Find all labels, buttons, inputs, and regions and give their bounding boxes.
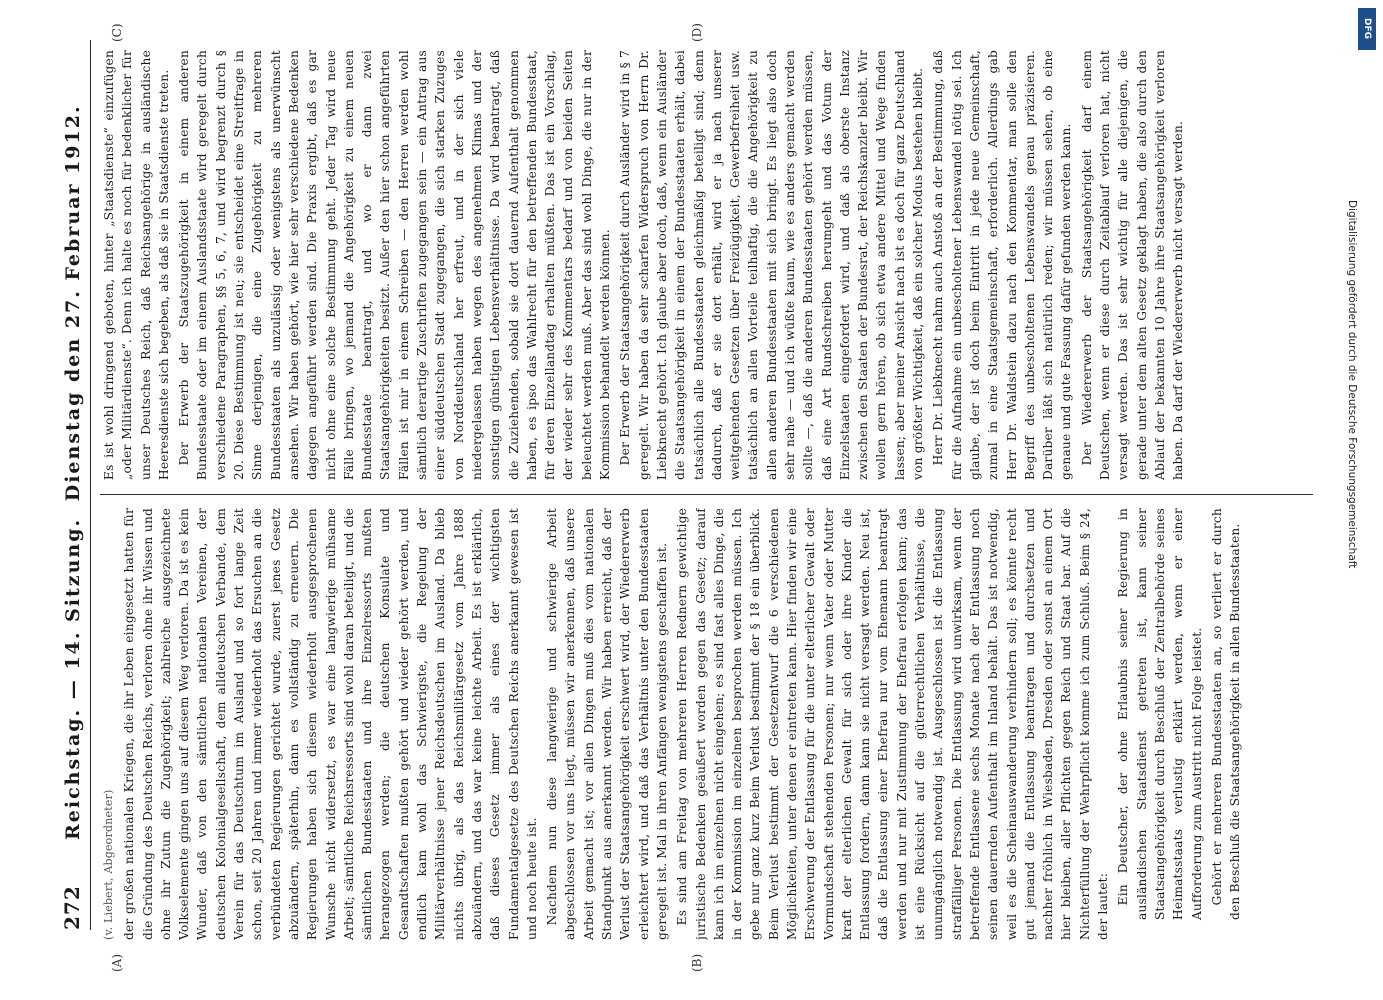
digitization-credit: Digitalisierung gefördert durch die Deutsche Forschungsgemeinschaft	[1346, 200, 1358, 569]
session-title: Reichstag. — 14. Sitzung.	[62, 517, 84, 840]
speaker-note: (v. Liebert, Abgeordneter)	[102, 789, 115, 940]
paragraph: Der Erwerb der Staatsangehörigkeit durch Ausländer wird in § 7 geregelt. Wir haben da sehr scharfen Widerspruch von Herrn Dr. Liebknecht gehört. Ich glaube aber doch, daß, wenn ein Ausländer die Staatsangehörigkeit in einem der Bundesstaaten erhält, dabei tatsächlich alle Bundesstaaten gleichmäßig beteiligt sind; denn dadurch, daß er sie dort erhält, wird er ja nach unserer weitgehenden Gesetzen über Freizügigkeit, Gewerbefreiheit usw. tatsächlich an allen Vorteile teilhaftig, die die Angehörigkeit zu allen anderen Bundesstaaten mit sich bringt. Es liegt also doch sehr nahe — und ich wüßte kaum, wie es anders gemacht werden sollte —, daß die anderen Bundesstaaten gehört werden müssen, daß eine Art Rundschreiben herumgeht und das Votum der Einzelstaaten eingefordert wird, und daß als oberste Instanz zwischen den Staaten der Bundesrat, der Reichskanzler bleibt. Wir wollen gern hören, ob sich etwa andere Mittel und Wege finden lassen; aber meiner Ansicht nach ist es doch für ganz Deutschland von größter Wichtigkeit, daß ein solcher Modus bestehen bleibt.	[618, 50, 926, 480]
paragraph: Nachdem nun diese langwierige und schwierige Arbeit abgeschlossen vor uns liegt, müssen wir anerkennen, daß unsere Arbeit gemacht ist; vor allen Dingen muß dies vom nationalen Standpunkt aus anerkannt werden. Wir haben erreicht, daß der Verlust der Staatsangehörigkeit erschwert wird, der Wiedererwerb erleichtert wird, und daß das Verhältnis unter den Bundesstaaten geregelt ist. Mal in ihren Anfängen wenigstens geschaffen ist.	[545, 508, 669, 940]
running-title	[62, 40, 84, 840]
left-column	[100, 508, 1313, 940]
paragraph: Der Wiedererwerb der Staatsangehörigkeit darf einem Deutschen, wenn er diese durch Zeitablauf verloren hat, nicht versagt werden. Das ist sehr wichtig für alle diejenigen, die gerade unter dem alten Gesetz geklagt haben, die also durch den Ablauf der bekannten 10 Jahre ihre Staatsangehörigkeit verloren haben. Da darf der Wiedererwerb nicht versagt werden.	[1079, 50, 1186, 480]
margin-mark-c: (C)	[110, 23, 124, 42]
running-head	[50, 40, 91, 930]
paragraph: Der Erwerb der Staatszugehörigkeit in einem anderen Bundesstaate oder im einem Auslandsstaate wird geregelt durch verschiedene Paragraphen, §§ 5, 6, 7, und wird begrenzt durch § 20. Diese Bestimmung ist neu; sie entscheidet eine Streitfrage in Sinne derjenigen, die eine Zugehörigkeit zu mehreren Bundesstaaten als unzulässig oder wenigstens als unerwünscht ansehen. Wir haben gehört, wie hier sehr verschiedene Bedenken dagegen angeführt werden sind. Die Praxis ergibt, daß es gar nicht ohne eine solche Bestimmung geht. Jeder Tag wird neue Fälle bringen, wo jemand die Angehörigkeit zu einem neuen Bundesstaate beantragt, und wo er dann zwei Staatsangehörigkeiten besitzt. Außer den hier schon angeführten Fällen ist mir in einem Schreiben — den Herren werden wohl sämtlich derartige Zuschriften zugegangen sein — ein Antrag aus einer süddeutschen Stadt zugegangen, die sich starken Zuzuges von Norddeutschland her erfreut, und in der sich viele niedergelassen haben wegen des angenehmen Klimas und der sonstigen günstigen Lebensverhältnisse. Da wird beantragt, daß die Zuziehenden, sobald sie dort dauernd Aufenthalt genommen haben, es ipso das Wahlrecht für den betreffenden Bundesstaat, für deren Einzellandtag erhalten müßten. Das ist ein Vorschlag, der wieder sehr des Kommentars bedarf und von beiden Seiten beleuchtet werden muß. Aber das sind wohl Dinge, die nur in der Kommission behandelt werden können.	[177, 50, 613, 480]
paragraph: Herr Dr. Liebknecht nahm auch Anstoß an der Bestimmung, daß für die Aufnahme ein unbescholtener Lebenswandel nötig sei. Ich glaube, der ist doch beim Eintritt in jede neue Gemeinschaft, zumal in eine Staatsgemeinschaft, erforderlich. Allerdings gab Herr Dr. Waldstein dazu nach den Kommentar, man solle den Begriff des unbescholtenen Lebenswandels genau präzisieren. Darüber läßt sich natürlich reden; wir müssen sehen, ob eine genaue und gute Fassung dafür gefunden werden kann.	[931, 50, 1074, 480]
margin-mark-b: (B)	[690, 953, 704, 972]
paragraph: Es ist wohl dringend geboten, hinter „Staatsdienste“ einzufügen „oder Militärdienste“. Denn ich halte es noch für bedenklicher für unser Deutsches Reich, daß Reichsangehörige in ausländische Heeresdienste sich begeben, als daß sie in Staatsdienste treten.	[102, 50, 171, 480]
page-number: 272	[60, 885, 84, 930]
quoted-paragraph: Ein Deutscher, der ohne Erlaubnis seiner Regierung in ausländischen Staatsdienst getreten ist, kann seiner Staatsangehörigkeit durch Beschluß der Zentralbehörde seines Heimatsstaats verlustig erklärt werden, wenn er einer Aufforderung zum Austritt nicht Folge leistet.	[1116, 508, 1204, 920]
paragraph: der großen nationalen Kriegen, die ihr Leben eingesetzt hatten für die Gründung des Deutschen Reichs, verloren ohne ihr Wissen und ohne ihr Zutun die Zugehörigkeit; zahlreiche ausgezeichnete Volkselemente gingen uns auf diesem Weg verloren. Da ist es kein Wunder, daß von den sämtlichen nationalen Vereinen, der deutschen Kolonialgesellschaft, dem alldeutschen Verbande, dem Verein für das Deutschtum im Ausland und so fort lange Zeit schon, seit 20 Jahren und immer wiederholt das Ersuchen an die verbündeten Regierungen gerichtet wurde, zuerst jenes Gesetz abzuändern, späterhin, dann es vollständig zu erneuern. Die Regierungen haben sich diesem wiederholt ausgesprochenen Wunsche nicht widersetzt, es war eine langwierige mühsame Arbeit; sämtliche Reichsressorts sind wohl daran beteiligt, und die sämtlichen Bundesstaaten und ihre Einzelressorts mußten herangezogen werden; die deutschen Konsulate und Gesandtschaften mußten gehört und wieder gehört werden, und endlich kam wohl das Schwierigste, die Regelung der Militärverhältnisse jener Reichsdeutschen im Ausland. Da blieb nichts übrig, als das Reichsmilitärgesetz vom Jahre 1888 abzuändern, und das war keine leichte Arbeit. Es ist erklärlich, daß dieses Gesetz immer als eines der wichtigsten Fundamentalgesetze des Deutschen Reichs anerkannt gewesen ist und noch heute ist.	[122, 508, 539, 940]
paragraph: Es sind am Freitag von mehreren Herren Rednern gewichtige juristische Bedenken geäußert worden gegen das Gesetz; darauf kann ich im einzelnen nicht eingehen; es sind fast alles Dinge, die in der Kommission im einzelnen besprochen werden müssen. Ich gebe nur ganz kurz Beim Verlust bestimmt der § 18 ein überblick. Beim Verlust bestimmt der Gesetzentwurf die 6 verschiedenen Möglichkeiten, unter denen er eintreten kann. Hier finden wir eine Erschwerung der Entlassung für die unter elterlicher Gewalt oder Vormundschaft stehenden Personen; nur wenn Vater oder Mutter kraft der elterlichen Gewalt für sich oder ihre Kinder die Entlassung fordern, dann kann sie nicht versagt werden. Neu ist, daß die Entlassung einer Ehefrau nur vom Ehemann beantragt werden und nur mit Zustimmung der Ehefrau erfolgen kann; das ist eine Rücksicht auf die güterrechtlichen Verhältnisse, die unumgänglich notwendig ist. Ausgeschlossen ist die Entlassung straffälliger Personen. Die Entlassung wird unwirksam, wenn der betreffende Entlassene sechs Monate nach der Entlassung noch seinen dauernden Aufenthalt im Inland behält. Das ist notwendig, weil es die Scheinauswanderung verhindern soll; es könnte recht gut jemand die Entlassung beantragen und durchsetzen und nachher fröhlich in Wiesbaden, Dresden oder sonst an einem Ort hier bleiben, aller Pflichten gegen Reich und Staat bar. Auf die Nichterfüllung der Wehrpflicht komme ich zum Schluß. Beim § 24, der lautet:	[675, 508, 1111, 940]
session-date: Dienstag den 27. Februar 1912.	[62, 104, 84, 502]
quoted-paragraph: Gehört er mehreren Bundesstaaten an, so verliert er durch den Beschluß die Staatsangehörigkeit in allen Bundesstaaten.	[1209, 508, 1243, 920]
margin-mark-d: (D)	[690, 23, 704, 42]
column-divider	[100, 494, 1313, 495]
dfg-logo: DFG	[1358, 8, 1376, 50]
margin-mark-a: (A)	[110, 953, 124, 972]
right-column	[100, 50, 1313, 480]
